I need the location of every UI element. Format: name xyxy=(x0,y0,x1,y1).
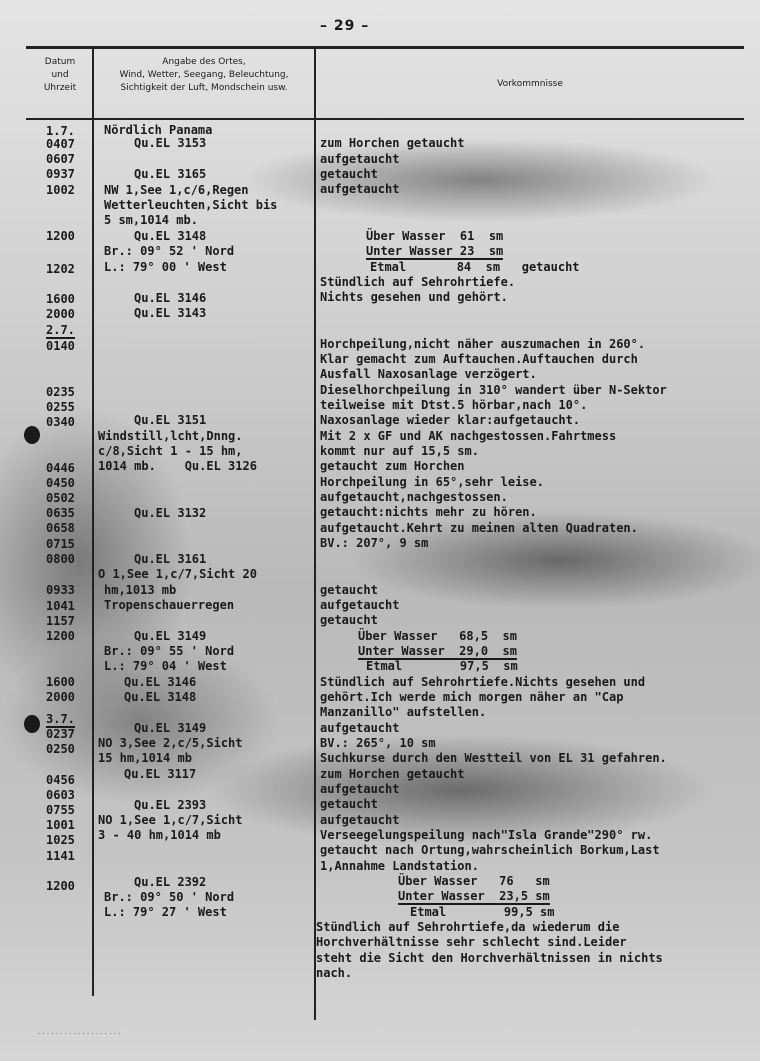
column-divider-datum xyxy=(92,48,94,996)
event-entry: Unter Wasser 29,0 sm xyxy=(358,644,517,658)
log-time-entry: 1600 xyxy=(46,292,75,306)
log-time-entry: 0933 xyxy=(46,583,75,597)
header-datum-line: und xyxy=(51,70,69,80)
log-time-entry: 3.7. xyxy=(46,712,75,726)
location-weather-entry: Br.: 09° 55 ' Nord xyxy=(104,644,235,658)
event-entry: getaucht xyxy=(320,613,378,627)
log-time-entry: 0635 xyxy=(46,506,75,520)
log-time-entry: 1025 xyxy=(46,833,75,847)
event-entry: Stündlich auf Sehrohrtiefe,da wiederum die xyxy=(316,920,620,934)
log-time-entry: 0456 xyxy=(46,773,75,787)
event-entry: aufgetaucht.Kehrt zu meinen alten Quadraten. xyxy=(320,521,638,535)
event-entry: 1,Annahme Landstation. xyxy=(320,859,479,873)
log-time-entry: 1202 xyxy=(46,262,75,276)
event-entry: Stündlich auf Sehrohrtiefe. xyxy=(320,275,516,289)
log-time-entry: 0715 xyxy=(46,537,75,551)
location-weather-entry: Qu.EL 2393 xyxy=(134,798,207,812)
event-entry: Horchpeilung in 65°,sehr leise. xyxy=(320,475,544,489)
event-entry: aufgetaucht xyxy=(320,598,400,612)
location-weather-entry: Qu.EL 3146 xyxy=(124,675,197,689)
header-datum xyxy=(28,56,92,95)
page-number: – 29 – xyxy=(320,18,370,34)
log-time-entry: 0446 xyxy=(46,461,75,475)
event-entry: zum Horchen getaucht xyxy=(320,136,465,150)
location-weather-entry: Tropenschauerregen xyxy=(104,598,235,612)
log-time-entry: 1141 xyxy=(46,849,75,863)
event-entry: Klar gemacht zum Auftauchen.Auftauchen durch xyxy=(320,352,638,366)
event-entry: aufgetaucht xyxy=(320,182,400,196)
location-weather-entry: NO 3,See 2,c/5,Sicht xyxy=(98,736,243,750)
header-datum-line: Uhrzeit xyxy=(43,83,77,93)
event-entry: Stündlich auf Sehrohrtiefe.Nichts gesehen und xyxy=(320,675,646,689)
header-vorkommnisse: Vorkommnisse xyxy=(497,79,563,89)
event-entry: Nichts gesehen und gehört. xyxy=(320,290,508,304)
event-entry: Über Wasser 61 sm xyxy=(366,229,504,243)
log-time-entry: 2.7. xyxy=(46,323,75,337)
location-weather-entry: 3 - 40 hm,1014 mb xyxy=(98,828,221,842)
location-weather-entry: Qu.EL 3132 xyxy=(134,506,207,520)
event-entry: Horchpeilung,nicht näher auszumachen in 260°. xyxy=(320,337,646,351)
event-entry: aufgetaucht xyxy=(320,152,400,166)
location-weather-entry: Qu.EL 3117 xyxy=(124,767,197,781)
event-entry: teilweise mit Dtst.5 hörbar,nach 10°. xyxy=(320,398,588,412)
location-weather-entry: Wetterleuchten,Sicht bis xyxy=(104,198,278,212)
header-ort xyxy=(94,56,314,95)
location-weather-entry: Qu.EL 3165 xyxy=(134,167,207,181)
log-time-entry: 0755 xyxy=(46,803,75,817)
location-weather-entry: Qu.EL 3151 xyxy=(134,413,207,427)
event-entry: getaucht nach Ortung,wahrscheinlich Borkum,Last xyxy=(320,843,660,857)
header-ort-line: Sichtigkeit der Luft, Mondschein usw. xyxy=(120,83,288,93)
log-time-entry: 0607 xyxy=(46,152,75,166)
log-time-entry: 0140 xyxy=(46,339,75,353)
event-entry: aufgetaucht xyxy=(320,782,400,796)
log-time-entry: 0237 xyxy=(46,727,75,741)
event-entry: Mit 2 x GF und AK nachgestossen.Fahrtmess xyxy=(320,429,617,443)
location-weather-entry: 15 hm,1014 mb xyxy=(98,751,192,765)
event-entry: BV.: 265°, 10 sm xyxy=(320,736,436,750)
event-entry: aufgetaucht xyxy=(320,721,400,735)
log-time-entry: 0502 xyxy=(46,491,75,505)
event-entry: getaucht xyxy=(320,797,378,811)
event-entry: Horchverhältnisse sehr schlecht sind.Leider xyxy=(316,935,627,949)
header-ort-line: Wind, Wetter, Seegang, Beleuchtung, xyxy=(119,70,289,80)
event-entry: BV.: 207°, 9 sm xyxy=(320,536,429,550)
event-entry: getaucht zum Horchen xyxy=(320,459,465,473)
event-entry: Verseegelungspeilung nach"Isla Grande"290° rw. xyxy=(320,828,653,842)
log-time-entry: 1600 xyxy=(46,675,75,689)
location-weather-entry: Qu.EL 3148 xyxy=(124,690,197,704)
log-time-entry: 2000 xyxy=(46,307,75,321)
log-time-entry: 1200 xyxy=(46,229,75,243)
location-weather-entry: c/8,Sicht 1 - 15 hm, xyxy=(98,444,243,458)
event-entry: Dieselhorchpeilung in 310° wandert über N-Sektor xyxy=(320,383,667,397)
event-entry: kommt nur auf 15,5 sm. xyxy=(320,444,479,458)
log-time-entry: 1041 xyxy=(46,599,75,613)
location-weather-entry: Qu.EL 3149 xyxy=(134,721,207,735)
event-entry: getaucht xyxy=(320,167,378,181)
location-weather-entry: Br.: 09° 50 ' Nord xyxy=(104,890,235,904)
event-entry: Über Wasser 68,5 sm xyxy=(358,629,517,643)
header-datum-line: Datum xyxy=(44,57,76,67)
event-entry: getaucht xyxy=(320,583,378,597)
event-entry: Ausfall Naxosanlage verzögert. xyxy=(320,367,537,381)
log-time-entry: 1200 xyxy=(46,879,75,893)
location-weather-entry: Br.: 09° 52 ' Nord xyxy=(104,244,235,258)
log-time-entry: 1157 xyxy=(46,614,75,628)
header-ort-line: Angabe des Ortes, xyxy=(162,57,246,67)
location-weather-entry: Qu.EL 3143 xyxy=(134,306,207,320)
log-time-entry: 0937 xyxy=(46,167,75,181)
location-weather-entry: Nördlich Panama xyxy=(104,123,213,137)
event-entry: Unter Wasser 23,5 sm xyxy=(398,889,550,903)
log-time-entry: 0407 xyxy=(46,137,75,151)
location-weather-entry: Qu.EL 3153 xyxy=(134,136,207,150)
print-footer: · · · · · · · · · · · · · · · · · · · xyxy=(38,1030,121,1038)
location-weather-entry: 1014 mb. Qu.EL 3126 xyxy=(98,459,257,473)
event-entry: Etmal 84 sm getaucht xyxy=(370,260,580,274)
event-entry: aufgetaucht xyxy=(320,813,400,827)
location-weather-entry: L.: 79° 27 ' West xyxy=(104,905,227,919)
location-weather-entry: 5 sm,1014 mb. xyxy=(104,213,198,227)
location-weather-entry: Windstill,lcht,Dnng. xyxy=(98,429,243,443)
event-entry: Naxosanlage wieder klar:aufgetaucht. xyxy=(320,413,581,427)
event-entry: getaucht:nichts mehr zu hören. xyxy=(320,505,537,519)
event-entry: aufgetaucht,nachgestossen. xyxy=(320,490,508,504)
location-weather-entry: Qu.EL 3148 xyxy=(134,229,207,243)
log-time-entry: 0250 xyxy=(46,742,75,756)
location-weather-entry: Qu.EL 3146 xyxy=(134,291,207,305)
event-entry: Unter Wasser 23 sm xyxy=(366,244,504,258)
location-weather-entry: NO 1,See 1,c/7,Sicht xyxy=(98,813,243,827)
location-weather-entry: Qu.EL 3149 xyxy=(134,629,207,643)
header-top-rule xyxy=(26,46,744,49)
header-bottom-rule xyxy=(26,118,744,120)
punch-hole xyxy=(24,426,40,444)
log-time-entry: 0235 xyxy=(46,385,75,399)
event-entry: nach. xyxy=(316,966,353,980)
event-entry: Manzanillo" aufstellen. xyxy=(320,705,487,719)
location-weather-entry: NW 1,See 1,c/6,Regen xyxy=(104,183,249,197)
log-time-entry: 1002 xyxy=(46,183,75,197)
log-time-entry: 1.7. xyxy=(46,124,75,138)
location-weather-entry: hm,1013 mb xyxy=(104,583,177,597)
column-divider-ort xyxy=(314,48,316,1020)
log-time-entry: 0800 xyxy=(46,552,75,566)
log-time-entry: 0603 xyxy=(46,788,75,802)
location-weather-entry: Qu.EL 3161 xyxy=(134,552,207,566)
event-entry: zum Horchen getaucht xyxy=(320,767,465,781)
event-entry: gehört.Ich werde mich morgen näher an "Cap xyxy=(320,690,624,704)
log-time-entry: 1001 xyxy=(46,818,75,832)
location-weather-entry: L.: 79° 00 ' West xyxy=(104,260,227,274)
log-time-entry: 0255 xyxy=(46,400,75,414)
event-entry: Etmal 99,5 sm xyxy=(410,905,555,919)
event-entry: Über Wasser 76 sm xyxy=(398,874,550,888)
log-time-entry: 0450 xyxy=(46,476,75,490)
location-weather-entry: L.: 79° 04 ' West xyxy=(104,659,227,673)
location-weather-entry: Qu.EL 2392 xyxy=(134,875,207,889)
log-time-entry: 0658 xyxy=(46,521,75,535)
event-entry: steht die Sicht den Horchverhältnissen in nichts xyxy=(316,951,663,965)
event-entry: Etmal 97,5 sm xyxy=(366,659,518,673)
log-time-entry: 2000 xyxy=(46,690,75,704)
punch-hole xyxy=(24,715,40,733)
location-weather-entry: O 1,See 1,c/7,Sicht 20 xyxy=(98,567,257,581)
log-time-entry: 0340 xyxy=(46,415,75,429)
event-entry: Suchkurse durch den Westteil von EL 31 gefahren. xyxy=(320,751,667,765)
log-time-entry: 1200 xyxy=(46,629,75,643)
